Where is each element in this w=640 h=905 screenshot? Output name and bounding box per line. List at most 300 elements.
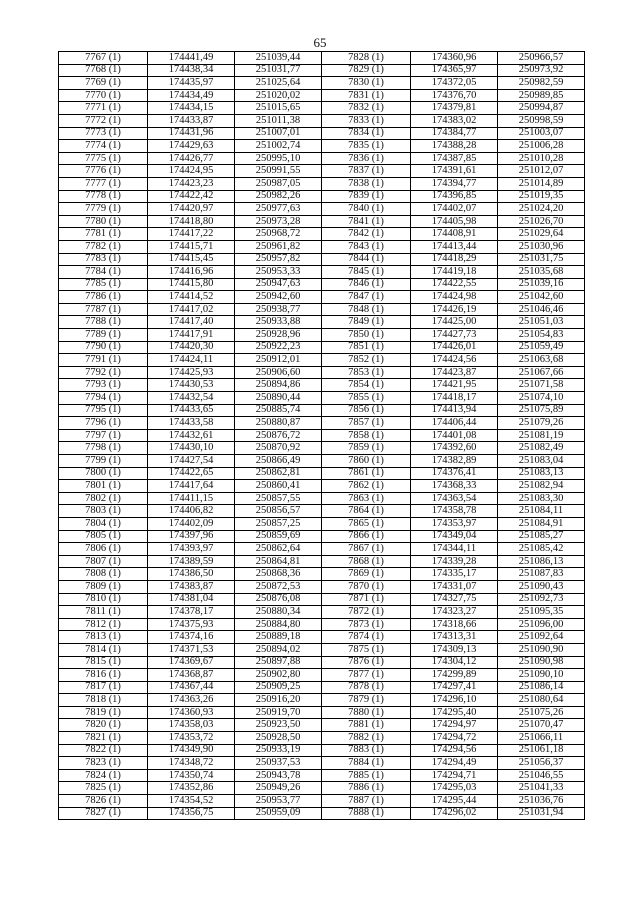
y-coordinate-cell: 251079,26 (498, 417, 585, 430)
x-coordinate-cell: 174391,61 (411, 165, 498, 178)
x-coordinate-cell: 174376,70 (411, 89, 498, 102)
x-coordinate-cell: 174422,65 (148, 467, 235, 480)
x-coordinate-cell: 174371,53 (148, 643, 235, 656)
y-coordinate-cell: 251067,66 (498, 366, 585, 379)
point-id-cell: 7778 (1) (59, 190, 148, 203)
y-coordinate-cell: 251006,28 (498, 140, 585, 153)
point-id-cell: 7875 (1) (322, 643, 411, 656)
x-coordinate-cell: 174383,02 (411, 114, 498, 127)
point-id-cell: 7772 (1) (59, 114, 148, 127)
point-id-cell: 7807 (1) (59, 555, 148, 568)
y-coordinate-cell: 251031,75 (498, 253, 585, 266)
point-id-cell: 7844 (1) (322, 253, 411, 266)
y-coordinate-cell: 251095,35 (498, 606, 585, 619)
point-id-cell: 7853 (1) (322, 366, 411, 379)
x-coordinate-cell: 174417,64 (148, 480, 235, 493)
point-id-cell: 7879 (1) (322, 694, 411, 707)
point-id-cell: 7833 (1) (322, 114, 411, 127)
table-row (59, 366, 585, 379)
point-id-cell: 7847 (1) (322, 291, 411, 304)
x-coordinate-cell: 174304,12 (411, 656, 498, 669)
point-id-cell: 7828 (1) (322, 52, 411, 65)
y-coordinate-cell: 251039,16 (498, 278, 585, 291)
table-row (59, 417, 585, 430)
x-coordinate-cell: 174392,60 (411, 442, 498, 455)
x-coordinate-cell: 174295,03 (411, 782, 498, 795)
point-id-cell: 7869 (1) (322, 568, 411, 581)
point-id-cell: 7801 (1) (59, 480, 148, 493)
point-id-cell: 7834 (1) (322, 127, 411, 140)
point-id-cell: 7830 (1) (322, 77, 411, 90)
x-coordinate-cell: 174295,44 (411, 795, 498, 808)
x-coordinate-cell: 174335,17 (411, 568, 498, 581)
table-row (59, 442, 585, 455)
y-coordinate-cell: 251029,64 (498, 228, 585, 241)
table-row (59, 480, 585, 493)
point-id-cell: 7868 (1) (322, 555, 411, 568)
y-coordinate-cell: 250973,92 (498, 64, 585, 77)
x-coordinate-cell: 174368,87 (148, 669, 235, 682)
x-coordinate-cell: 174369,67 (148, 656, 235, 669)
y-coordinate-cell: 250909,25 (235, 681, 322, 694)
x-coordinate-cell: 174327,75 (411, 593, 498, 606)
y-coordinate-cell: 251090,10 (498, 669, 585, 682)
y-coordinate-cell: 251071,58 (498, 379, 585, 392)
x-coordinate-cell: 174433,87 (148, 114, 235, 127)
x-coordinate-cell: 174331,07 (411, 580, 498, 593)
y-coordinate-cell: 250953,33 (235, 266, 322, 279)
y-coordinate-cell: 250982,59 (498, 77, 585, 90)
x-coordinate-cell: 174372,05 (411, 77, 498, 90)
point-id-cell: 7824 (1) (59, 769, 148, 782)
y-coordinate-cell: 250876,72 (235, 429, 322, 442)
y-coordinate-cell: 251046,46 (498, 303, 585, 316)
point-id-cell: 7788 (1) (59, 316, 148, 329)
table-row (59, 278, 585, 291)
y-coordinate-cell: 251051,03 (498, 316, 585, 329)
table-row (59, 102, 585, 115)
table-row (59, 379, 585, 392)
y-coordinate-cell: 250933,19 (235, 744, 322, 757)
table-row (59, 706, 585, 719)
y-coordinate-cell: 250968,72 (235, 228, 322, 241)
y-coordinate-cell: 250973,28 (235, 215, 322, 228)
y-coordinate-cell: 251054,83 (498, 329, 585, 342)
point-id-cell: 7768 (1) (59, 64, 148, 77)
point-id-cell: 7775 (1) (59, 152, 148, 165)
x-coordinate-cell: 174432,54 (148, 392, 235, 405)
point-id-cell: 7793 (1) (59, 379, 148, 392)
point-id-cell: 7883 (1) (322, 744, 411, 757)
point-id-cell: 7779 (1) (59, 203, 148, 216)
x-coordinate-cell: 174418,80 (148, 215, 235, 228)
point-id-cell: 7811 (1) (59, 606, 148, 619)
table-row (59, 215, 585, 228)
point-id-cell: 7773 (1) (59, 127, 148, 140)
point-id-cell: 7837 (1) (322, 165, 411, 178)
table-row (59, 580, 585, 593)
x-coordinate-cell: 174432,61 (148, 429, 235, 442)
y-coordinate-cell: 251056,37 (498, 757, 585, 770)
x-coordinate-cell: 174354,52 (148, 795, 235, 808)
y-coordinate-cell: 250923,50 (235, 719, 322, 732)
point-id-cell: 7848 (1) (322, 303, 411, 316)
x-coordinate-cell: 174415,45 (148, 253, 235, 266)
x-coordinate-cell: 174388,28 (411, 140, 498, 153)
x-coordinate-cell: 174350,74 (148, 769, 235, 782)
y-coordinate-cell: 251041,33 (498, 782, 585, 795)
point-id-cell: 7817 (1) (59, 681, 148, 694)
y-coordinate-cell: 251075,26 (498, 706, 585, 719)
x-coordinate-cell: 174378,17 (148, 606, 235, 619)
table-row (59, 52, 585, 65)
y-coordinate-cell: 250943,78 (235, 769, 322, 782)
point-id-cell: 7885 (1) (322, 769, 411, 782)
x-coordinate-cell: 174425,93 (148, 366, 235, 379)
y-coordinate-cell: 250897,88 (235, 656, 322, 669)
x-coordinate-cell: 174396,85 (411, 190, 498, 203)
x-coordinate-cell: 174433,58 (148, 417, 235, 430)
y-coordinate-cell: 250894,86 (235, 379, 322, 392)
x-coordinate-cell: 174424,95 (148, 165, 235, 178)
table-row (59, 669, 585, 682)
point-id-cell: 7867 (1) (322, 543, 411, 556)
y-coordinate-cell: 250991,55 (235, 165, 322, 178)
table-row (59, 404, 585, 417)
point-id-cell: 7862 (1) (322, 480, 411, 493)
y-coordinate-cell: 250857,55 (235, 492, 322, 505)
x-coordinate-cell: 174426,01 (411, 341, 498, 354)
point-id-cell: 7767 (1) (59, 52, 148, 65)
table-row (59, 316, 585, 329)
x-coordinate-cell: 174424,56 (411, 354, 498, 367)
table-row (59, 769, 585, 782)
y-coordinate-cell: 251082,49 (498, 442, 585, 455)
point-id-cell: 7840 (1) (322, 203, 411, 216)
x-coordinate-cell: 174295,40 (411, 706, 498, 719)
x-coordinate-cell: 174406,44 (411, 417, 498, 430)
x-coordinate-cell: 174416,96 (148, 266, 235, 279)
point-id-cell: 7809 (1) (59, 580, 148, 593)
y-coordinate-cell: 250872,53 (235, 580, 322, 593)
y-coordinate-cell: 250884,80 (235, 618, 322, 631)
table-row (59, 77, 585, 90)
y-coordinate-cell: 251081,19 (498, 429, 585, 442)
point-id-cell: 7832 (1) (322, 102, 411, 115)
x-coordinate-cell: 174401,08 (411, 429, 498, 442)
point-id-cell: 7887 (1) (322, 795, 411, 808)
x-coordinate-cell: 174419,18 (411, 266, 498, 279)
point-id-cell: 7784 (1) (59, 266, 148, 279)
table-row (59, 807, 585, 820)
point-id-cell: 7796 (1) (59, 417, 148, 430)
table-row (59, 593, 585, 606)
x-coordinate-cell: 174349,90 (148, 744, 235, 757)
x-coordinate-cell: 174363,54 (411, 492, 498, 505)
table-row (59, 681, 585, 694)
y-coordinate-cell: 250942,60 (235, 291, 322, 304)
table-row (59, 89, 585, 102)
point-id-cell: 7849 (1) (322, 316, 411, 329)
x-coordinate-cell: 174418,29 (411, 253, 498, 266)
point-id-cell: 7886 (1) (322, 782, 411, 795)
point-id-cell: 7877 (1) (322, 669, 411, 682)
point-id-cell: 7870 (1) (322, 580, 411, 593)
point-id-cell: 7786 (1) (59, 291, 148, 304)
y-coordinate-cell: 251063,68 (498, 354, 585, 367)
point-id-cell: 7831 (1) (322, 89, 411, 102)
table-row (59, 568, 585, 581)
y-coordinate-cell: 250919,70 (235, 706, 322, 719)
y-coordinate-cell: 251096,00 (498, 618, 585, 631)
x-coordinate-cell: 174422,42 (148, 190, 235, 203)
x-coordinate-cell: 174427,73 (411, 329, 498, 342)
y-coordinate-cell: 251085,27 (498, 530, 585, 543)
point-id-cell: 7821 (1) (59, 732, 148, 745)
point-id-cell: 7829 (1) (322, 64, 411, 77)
y-coordinate-cell: 251039,44 (235, 52, 322, 65)
y-coordinate-cell: 250959,09 (235, 807, 322, 820)
x-coordinate-cell: 174299,89 (411, 669, 498, 682)
x-coordinate-cell: 174294,71 (411, 769, 498, 782)
table-row (59, 266, 585, 279)
table-row (59, 530, 585, 543)
table-row (59, 240, 585, 253)
y-coordinate-cell: 250949,26 (235, 782, 322, 795)
point-id-cell: 7794 (1) (59, 392, 148, 405)
y-coordinate-cell: 251084,91 (498, 517, 585, 530)
x-coordinate-cell: 174414,52 (148, 291, 235, 304)
table-row (59, 795, 585, 808)
y-coordinate-cell: 251092,64 (498, 631, 585, 644)
y-coordinate-cell: 251066,11 (498, 732, 585, 745)
point-id-cell: 7873 (1) (322, 618, 411, 631)
y-coordinate-cell: 250860,41 (235, 480, 322, 493)
point-id-cell: 7781 (1) (59, 228, 148, 241)
point-id-cell: 7845 (1) (322, 266, 411, 279)
y-coordinate-cell: 250922,23 (235, 341, 322, 354)
point-id-cell: 7865 (1) (322, 517, 411, 530)
y-coordinate-cell: 250880,34 (235, 606, 322, 619)
y-coordinate-cell: 250862,64 (235, 543, 322, 556)
point-id-cell: 7882 (1) (322, 732, 411, 745)
x-coordinate-cell: 174353,97 (411, 517, 498, 530)
y-coordinate-cell: 250916,20 (235, 694, 322, 707)
y-coordinate-cell: 250933,88 (235, 316, 322, 329)
point-id-cell: 7825 (1) (59, 782, 148, 795)
x-coordinate-cell: 174408,91 (411, 228, 498, 241)
point-id-cell: 7835 (1) (322, 140, 411, 153)
table-row (59, 114, 585, 127)
point-id-cell: 7850 (1) (322, 329, 411, 342)
y-coordinate-cell: 250889,18 (235, 631, 322, 644)
y-coordinate-cell: 251087,83 (498, 568, 585, 581)
point-id-cell: 7810 (1) (59, 593, 148, 606)
point-id-cell: 7859 (1) (322, 442, 411, 455)
point-id-cell: 7820 (1) (59, 719, 148, 732)
x-coordinate-cell: 174379,81 (411, 102, 498, 115)
y-coordinate-cell: 251082,94 (498, 480, 585, 493)
x-coordinate-cell: 174374,16 (148, 631, 235, 644)
y-coordinate-cell: 251031,77 (235, 64, 322, 77)
y-coordinate-cell: 251092,73 (498, 593, 585, 606)
x-coordinate-cell: 174422,55 (411, 278, 498, 291)
point-id-cell: 7806 (1) (59, 543, 148, 556)
point-id-cell: 7861 (1) (322, 467, 411, 480)
y-coordinate-cell: 250890,44 (235, 392, 322, 405)
point-id-cell: 7842 (1) (322, 228, 411, 241)
y-coordinate-cell: 251011,38 (235, 114, 322, 127)
point-id-cell: 7858 (1) (322, 429, 411, 442)
x-coordinate-cell: 174363,26 (148, 694, 235, 707)
y-coordinate-cell: 250928,50 (235, 732, 322, 745)
point-id-cell: 7792 (1) (59, 366, 148, 379)
x-coordinate-cell: 174344,11 (411, 543, 498, 556)
y-coordinate-cell: 250906,60 (235, 366, 322, 379)
y-coordinate-cell: 251083,30 (498, 492, 585, 505)
point-id-cell: 7874 (1) (322, 631, 411, 644)
y-coordinate-cell: 250912,01 (235, 354, 322, 367)
x-coordinate-cell: 174313,31 (411, 631, 498, 644)
table-row (59, 203, 585, 216)
point-id-cell: 7841 (1) (322, 215, 411, 228)
y-coordinate-cell: 250868,36 (235, 568, 322, 581)
point-id-cell: 7780 (1) (59, 215, 148, 228)
y-coordinate-cell: 251035,68 (498, 266, 585, 279)
table-row (59, 517, 585, 530)
y-coordinate-cell: 250894,02 (235, 643, 322, 656)
x-coordinate-cell: 174397,96 (148, 530, 235, 543)
point-id-cell: 7846 (1) (322, 278, 411, 291)
x-coordinate-cell: 174294,56 (411, 744, 498, 757)
x-coordinate-cell: 174384,77 (411, 127, 498, 140)
point-id-cell: 7776 (1) (59, 165, 148, 178)
y-coordinate-cell: 250856,57 (235, 505, 322, 518)
y-coordinate-cell: 251070,47 (498, 719, 585, 732)
x-coordinate-cell: 174430,53 (148, 379, 235, 392)
x-coordinate-cell: 174381,04 (148, 593, 235, 606)
y-coordinate-cell: 251014,89 (498, 177, 585, 190)
point-id-cell: 7790 (1) (59, 341, 148, 354)
x-coordinate-cell: 174417,40 (148, 316, 235, 329)
x-coordinate-cell: 174323,27 (411, 606, 498, 619)
point-id-cell: 7822 (1) (59, 744, 148, 757)
x-coordinate-cell: 174420,30 (148, 341, 235, 354)
y-coordinate-cell: 251074,10 (498, 392, 585, 405)
table-row (59, 152, 585, 165)
point-id-cell: 7816 (1) (59, 669, 148, 682)
table-row (59, 631, 585, 644)
point-id-cell: 7819 (1) (59, 706, 148, 719)
table-row (59, 719, 585, 732)
x-coordinate-cell: 174411,15 (148, 492, 235, 505)
y-coordinate-cell: 251012,07 (498, 165, 585, 178)
y-coordinate-cell: 250938,77 (235, 303, 322, 316)
point-id-cell: 7774 (1) (59, 140, 148, 153)
point-id-cell: 7827 (1) (59, 807, 148, 820)
y-coordinate-cell: 251020,02 (235, 89, 322, 102)
x-coordinate-cell: 174375,93 (148, 618, 235, 631)
x-coordinate-cell: 174389,59 (148, 555, 235, 568)
table-row (59, 467, 585, 480)
y-coordinate-cell: 250880,87 (235, 417, 322, 430)
x-coordinate-cell: 174386,50 (148, 568, 235, 581)
x-coordinate-cell: 174297,41 (411, 681, 498, 694)
table-row (59, 140, 585, 153)
point-id-cell: 7800 (1) (59, 467, 148, 480)
point-id-cell: 7804 (1) (59, 517, 148, 530)
point-id-cell: 7881 (1) (322, 719, 411, 732)
x-coordinate-cell: 174352,86 (148, 782, 235, 795)
point-id-cell: 7805 (1) (59, 530, 148, 543)
y-coordinate-cell: 251002,74 (235, 140, 322, 153)
y-coordinate-cell: 250866,49 (235, 455, 322, 468)
table-row (59, 228, 585, 241)
table-row (59, 177, 585, 190)
point-id-cell: 7823 (1) (59, 757, 148, 770)
point-id-cell: 7878 (1) (322, 681, 411, 694)
point-id-cell: 7863 (1) (322, 492, 411, 505)
y-coordinate-cell: 251010,28 (498, 152, 585, 165)
x-coordinate-cell: 174434,49 (148, 89, 235, 102)
table-row (59, 555, 585, 568)
x-coordinate-cell: 174358,78 (411, 505, 498, 518)
y-coordinate-cell: 251090,43 (498, 580, 585, 593)
table-row (59, 643, 585, 656)
x-coordinate-cell: 174402,09 (148, 517, 235, 530)
point-id-cell: 7856 (1) (322, 404, 411, 417)
table-row (59, 656, 585, 669)
table-row (59, 354, 585, 367)
y-coordinate-cell: 250957,82 (235, 253, 322, 266)
table-row (59, 618, 585, 631)
table-row (59, 429, 585, 442)
point-id-cell: 7814 (1) (59, 643, 148, 656)
y-coordinate-cell: 250953,77 (235, 795, 322, 808)
x-coordinate-cell: 174387,85 (411, 152, 498, 165)
y-coordinate-cell: 250961,82 (235, 240, 322, 253)
coordinates-table-body (59, 52, 585, 820)
x-coordinate-cell: 174360,96 (411, 52, 498, 65)
y-coordinate-cell: 250947,63 (235, 278, 322, 291)
x-coordinate-cell: 174423,23 (148, 177, 235, 190)
point-id-cell: 7888 (1) (322, 807, 411, 820)
point-id-cell: 7836 (1) (322, 152, 411, 165)
y-coordinate-cell: 251090,90 (498, 643, 585, 656)
point-id-cell: 7839 (1) (322, 190, 411, 203)
point-id-cell: 7826 (1) (59, 795, 148, 808)
y-coordinate-cell: 251030,96 (498, 240, 585, 253)
point-id-cell: 7795 (1) (59, 404, 148, 417)
y-coordinate-cell: 250977,63 (235, 203, 322, 216)
y-coordinate-cell: 250937,53 (235, 757, 322, 770)
x-coordinate-cell: 174394,77 (411, 177, 498, 190)
point-id-cell: 7812 (1) (59, 618, 148, 631)
x-coordinate-cell: 174427,54 (148, 455, 235, 468)
table-row (59, 492, 585, 505)
x-coordinate-cell: 174421,95 (411, 379, 498, 392)
x-coordinate-cell: 174376,41 (411, 467, 498, 480)
x-coordinate-cell: 174365,97 (411, 64, 498, 77)
x-coordinate-cell: 174367,44 (148, 681, 235, 694)
point-id-cell: 7782 (1) (59, 240, 148, 253)
y-coordinate-cell: 250995,10 (235, 152, 322, 165)
y-coordinate-cell: 251046,55 (498, 769, 585, 782)
x-coordinate-cell: 174356,75 (148, 807, 235, 820)
table-row (59, 291, 585, 304)
point-id-cell: 7783 (1) (59, 253, 148, 266)
y-coordinate-cell: 250859,69 (235, 530, 322, 543)
